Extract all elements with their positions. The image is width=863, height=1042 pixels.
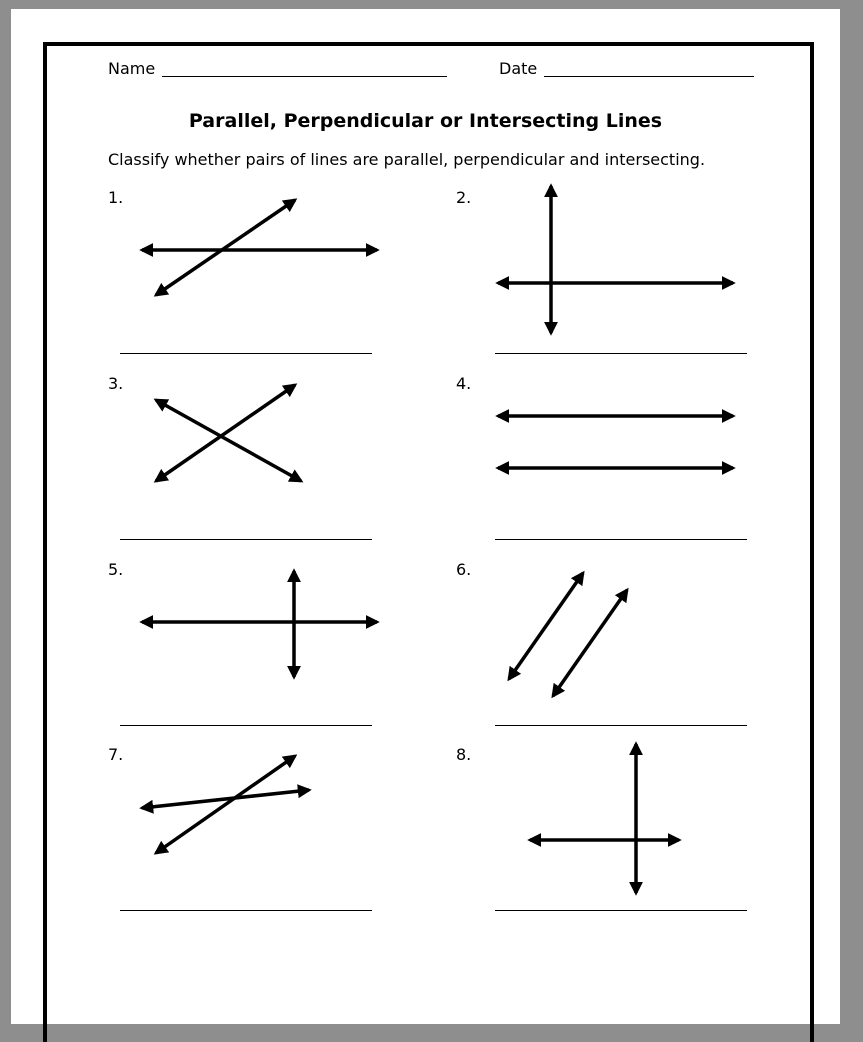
problem-1-line-b bbox=[156, 200, 295, 295]
problem-7-diagram bbox=[142, 756, 309, 853]
problem-1-diagram bbox=[142, 200, 377, 295]
problem-5-number: 5. bbox=[108, 560, 124, 579]
problem-8-diagram bbox=[530, 744, 679, 893]
problem-2-number: 2. bbox=[456, 188, 472, 207]
problem-4-number: 4. bbox=[456, 374, 472, 393]
problem-3-diagram bbox=[156, 385, 301, 481]
problem-3-line-a bbox=[156, 400, 301, 481]
name-label: Name bbox=[108, 59, 156, 78]
problem-1-number: 1. bbox=[108, 188, 124, 207]
page-title: Parallel, Perpendicular or Intersecting Lines bbox=[188, 110, 663, 132]
problem-3-number: 3. bbox=[108, 374, 124, 393]
worksheet-page bbox=[11, 9, 840, 1024]
problem-6-line-a bbox=[509, 573, 583, 679]
instructions: Classify whether pairs of lines are parallel, perpendicular and intersecting. bbox=[108, 150, 706, 169]
problem-2-diagram bbox=[498, 186, 733, 333]
problem-5-diagram bbox=[142, 571, 377, 677]
problem-8-number: 8. bbox=[456, 745, 472, 764]
problem-6-diagram bbox=[509, 573, 627, 696]
problem-6-line-b bbox=[553, 590, 627, 696]
problem-4-diagram bbox=[498, 416, 733, 468]
problem-7-number: 7. bbox=[108, 745, 124, 764]
date-label: Date bbox=[499, 59, 538, 78]
problem-6-number: 6. bbox=[456, 560, 472, 579]
line-diagrams bbox=[11, 9, 840, 1024]
